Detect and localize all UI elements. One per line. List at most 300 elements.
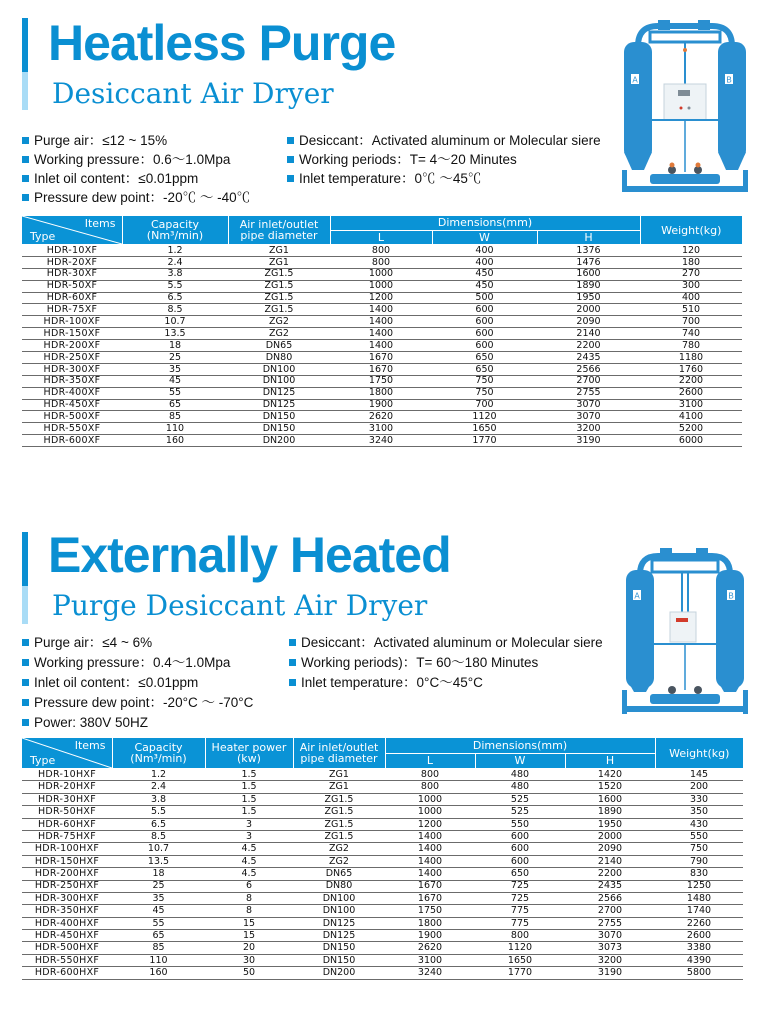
spec-item: Desiccant：Activated aluminum or Molecular siere (289, 636, 603, 650)
table-row (22, 292, 742, 304)
value-cell: 85 (122, 411, 228, 423)
table-row (22, 363, 742, 375)
value-cell: 2200 (640, 375, 742, 387)
value-cell: 1200 (385, 818, 475, 830)
header-capacity: Capacity (Nm³/min) (112, 738, 205, 769)
externally-heated-dryer-product-image (620, 540, 750, 720)
value-cell: 800 (330, 256, 432, 268)
table-row (22, 280, 742, 292)
value-cell: 1476 (537, 256, 640, 268)
value-cell: 180 (640, 256, 742, 268)
value-cell: 1000 (330, 280, 432, 292)
value-cell: 1600 (565, 793, 655, 805)
value-cell: 1750 (330, 375, 432, 387)
value-cell: 1520 (565, 781, 655, 793)
table-row (22, 387, 742, 399)
header-dimensions: Dimensions(mm) (385, 738, 655, 753)
bullet-square-icon (22, 719, 29, 726)
value-cell: 1250 (655, 880, 743, 892)
value-cell: 1400 (330, 340, 432, 352)
value-cell: 4.5 (205, 868, 293, 880)
model-cell: HDR-550XF (22, 423, 122, 435)
value-cell: 450 (432, 280, 537, 292)
model-cell: HDR-250HXF (22, 880, 112, 892)
value-cell: 750 (655, 843, 743, 855)
value-cell: 600 (475, 843, 565, 855)
value-cell: 480 (475, 781, 565, 793)
bullet-square-icon (287, 175, 294, 182)
value-cell: 3100 (330, 423, 432, 435)
value-cell: 1400 (330, 316, 432, 328)
spec-item: Working periods)：T= 60～180 Minutes (289, 656, 538, 670)
value-cell: DN150 (293, 954, 385, 966)
value-cell: DN80 (228, 352, 330, 364)
value-cell: 2600 (640, 387, 742, 399)
value-cell: 6000 (640, 435, 742, 447)
value-cell: DN80 (293, 880, 385, 892)
header-items: Items (74, 739, 106, 752)
value-cell: 1000 (385, 793, 475, 805)
value-cell: 750 (432, 387, 537, 399)
spec-item: Purge air：≤12 ~ 15% (22, 134, 167, 148)
table-row (22, 855, 743, 867)
value-cell: 725 (475, 892, 565, 904)
value-cell: 1.5 (205, 781, 293, 793)
header-pipe-diameter: Air inlet/outlet pipe diameter (293, 738, 385, 769)
value-cell: ZG1.5 (228, 292, 330, 304)
value-cell: 775 (475, 905, 565, 917)
table-row (22, 328, 742, 340)
value-cell: ZG1 (293, 769, 385, 781)
value-cell: 1650 (432, 423, 537, 435)
value-cell: DN150 (293, 942, 385, 954)
value-cell: 10.7 (122, 316, 228, 328)
value-cell: 2.4 (112, 781, 205, 793)
header-dimensions: Dimensions(mm) (330, 216, 640, 230)
header-dim-l: L (385, 753, 475, 768)
bullet-square-icon (22, 156, 29, 163)
value-cell: 525 (475, 806, 565, 818)
value-cell: 400 (432, 256, 537, 268)
value-cell: 600 (432, 328, 537, 340)
spec-item: Working periods：T= 4～20 Minutes (287, 153, 517, 167)
table-row (22, 781, 743, 793)
value-cell: 3070 (537, 399, 640, 411)
svg-text:B: B (728, 591, 734, 601)
spec-item: Working pressure：0.6～1.0Mpa (22, 153, 230, 167)
table-row (22, 245, 742, 257)
model-cell: HDR-30HXF (22, 793, 112, 805)
value-cell: 550 (655, 830, 743, 842)
value-cell: 3070 (537, 411, 640, 423)
value-cell: 4.5 (205, 855, 293, 867)
value-cell: 1400 (385, 843, 475, 855)
table-row (22, 818, 743, 830)
value-cell: 600 (432, 316, 537, 328)
value-cell: DN100 (293, 905, 385, 917)
value-cell: 1950 (537, 292, 640, 304)
value-cell: ZG2 (228, 328, 330, 340)
value-cell: 1770 (432, 435, 537, 447)
value-cell: 1600 (537, 268, 640, 280)
value-cell: ZG1.5 (293, 830, 385, 842)
value-cell: 13.5 (112, 855, 205, 867)
value-cell: 160 (112, 967, 205, 979)
value-cell: 25 (112, 880, 205, 892)
value-cell: 1800 (330, 387, 432, 399)
table-row (22, 868, 743, 880)
value-cell: 3 (205, 830, 293, 842)
model-cell: HDR-20HXF (22, 781, 112, 793)
header-dim-l: L (330, 230, 432, 244)
value-cell: 6.5 (122, 292, 228, 304)
value-cell: 2755 (537, 387, 640, 399)
value-cell: 1.2 (112, 769, 205, 781)
model-cell: HDR-100XF (22, 316, 122, 328)
value-cell: 55 (122, 387, 228, 399)
model-cell: HDR-600XF (22, 435, 122, 447)
value-cell: 18 (122, 340, 228, 352)
value-cell: 3100 (385, 954, 475, 966)
bullet-square-icon (22, 679, 29, 686)
bullet-square-icon (287, 137, 294, 144)
value-cell: 400 (640, 292, 742, 304)
value-cell: 5.5 (112, 806, 205, 818)
value-cell: 1.5 (205, 806, 293, 818)
value-cell: 2140 (537, 328, 640, 340)
value-cell: 65 (122, 399, 228, 411)
table-row (22, 399, 742, 411)
value-cell: 1200 (330, 292, 432, 304)
table-row (22, 967, 743, 979)
value-cell: 1400 (385, 868, 475, 880)
value-cell: 830 (655, 868, 743, 880)
svg-text:B: B (726, 75, 732, 85)
heatless-dryer-product-image (620, 12, 750, 202)
value-cell: 2600 (655, 930, 743, 942)
value-cell: DN200 (228, 435, 330, 447)
value-cell: 600 (432, 304, 537, 316)
header-type: Type (30, 754, 56, 767)
value-cell: 8.5 (112, 830, 205, 842)
header-dim-w: W (475, 753, 565, 768)
model-cell: HDR-60HXF (22, 818, 112, 830)
value-cell: 3 (205, 818, 293, 830)
value-cell: 2435 (537, 352, 640, 364)
value-cell: ZG1 (293, 781, 385, 793)
bullet-square-icon (289, 639, 296, 646)
value-cell: 1400 (330, 328, 432, 340)
value-cell: 525 (475, 793, 565, 805)
value-cell: 600 (432, 340, 537, 352)
value-cell: 110 (112, 954, 205, 966)
value-cell: 1900 (385, 930, 475, 942)
value-cell: DN125 (228, 399, 330, 411)
model-cell: HDR-350XF (22, 375, 122, 387)
model-cell: HDR-250XF (22, 352, 122, 364)
model-cell: HDR-100HXF (22, 843, 112, 855)
value-cell: 1800 (385, 917, 475, 929)
value-cell: 3.8 (122, 268, 228, 280)
value-cell: 3240 (330, 435, 432, 447)
section-subtitle: Desiccant Air Dryer (52, 77, 334, 110)
value-cell: 800 (475, 930, 565, 942)
value-cell: 1400 (385, 855, 475, 867)
title-accent-bar (22, 532, 28, 586)
value-cell: 2090 (537, 316, 640, 328)
value-cell: 800 (385, 781, 475, 793)
value-cell: 1400 (385, 830, 475, 842)
bullet-square-icon (287, 156, 294, 163)
value-cell: 725 (475, 880, 565, 892)
model-cell: HDR-50XF (22, 280, 122, 292)
subtitle-accent-bar (22, 586, 28, 624)
header-dim-h: H (565, 753, 655, 768)
table-row (22, 316, 742, 328)
value-cell: 700 (640, 316, 742, 328)
bullet-square-icon (22, 194, 29, 201)
model-cell: HDR-10XF (22, 245, 122, 257)
svg-text:A: A (632, 75, 638, 85)
value-cell: DN65 (228, 340, 330, 352)
model-cell: HDR-200HXF (22, 868, 112, 880)
section-title: Externally Heated (48, 527, 451, 583)
value-cell: DN125 (293, 917, 385, 929)
value-cell: 1120 (432, 411, 537, 423)
value-cell: DN65 (293, 868, 385, 880)
value-cell: 2620 (330, 411, 432, 423)
value-cell: 8 (205, 905, 293, 917)
table-row (22, 340, 742, 352)
value-cell: 50 (205, 967, 293, 979)
value-cell: ZG2 (293, 843, 385, 855)
header-type: Type (30, 230, 56, 243)
table-row (22, 905, 743, 917)
header-weight: Weight(kg) (655, 738, 743, 769)
value-cell: ZG1.5 (228, 280, 330, 292)
value-cell: 1670 (385, 892, 475, 904)
value-cell: 65 (112, 930, 205, 942)
value-cell: 45 (112, 905, 205, 917)
model-cell: HDR-75XF (22, 304, 122, 316)
subtitle-accent-bar (22, 72, 28, 110)
table-row (22, 930, 743, 942)
value-cell: 480 (475, 769, 565, 781)
value-cell: 120 (640, 245, 742, 257)
value-cell: 18 (112, 868, 205, 880)
value-cell: 1890 (537, 280, 640, 292)
value-cell: 35 (122, 363, 228, 375)
value-cell: 35 (112, 892, 205, 904)
value-cell: 650 (475, 868, 565, 880)
value-cell: 3073 (565, 942, 655, 954)
value-cell: 330 (655, 793, 743, 805)
value-cell: 10.7 (112, 843, 205, 855)
bullet-square-icon (22, 639, 29, 646)
value-cell: 1650 (475, 954, 565, 966)
value-cell: ZG2 (293, 855, 385, 867)
model-cell: HDR-60XF (22, 292, 122, 304)
value-cell: 25 (122, 352, 228, 364)
value-cell: 1.5 (205, 769, 293, 781)
value-cell: 2260 (655, 917, 743, 929)
value-cell: 2200 (537, 340, 640, 352)
value-cell: 1670 (330, 352, 432, 364)
value-cell: 3190 (565, 967, 655, 979)
value-cell: 2755 (565, 917, 655, 929)
value-cell: 8 (205, 892, 293, 904)
spec-item: Power: 380V 50HZ (22, 716, 148, 730)
table-row (22, 942, 743, 954)
spec-item: Desiccant：Activated aluminum or Molecular siere (287, 134, 601, 148)
bullet-square-icon (22, 137, 29, 144)
model-cell: HDR-150XF (22, 328, 122, 340)
value-cell: 5.5 (122, 280, 228, 292)
value-cell: 2000 (565, 830, 655, 842)
value-cell: 1670 (330, 363, 432, 375)
value-cell: 400 (432, 245, 537, 257)
model-cell: HDR-400XF (22, 387, 122, 399)
value-cell: 750 (432, 375, 537, 387)
value-cell: 1000 (330, 268, 432, 280)
model-cell: HDR-500XF (22, 411, 122, 423)
value-cell: 145 (655, 769, 743, 781)
header-dim-h: H (537, 230, 640, 244)
value-cell: 55 (112, 917, 205, 929)
model-cell: HDR-550HXF (22, 954, 112, 966)
table-row (22, 375, 742, 387)
value-cell: 1760 (640, 363, 742, 375)
value-cell: 2566 (537, 363, 640, 375)
value-cell: 3100 (640, 399, 742, 411)
value-cell: DN125 (228, 387, 330, 399)
value-cell: 1.5 (205, 793, 293, 805)
value-cell: 2620 (385, 942, 475, 954)
value-cell: ZG1.5 (228, 268, 330, 280)
value-cell: 790 (655, 855, 743, 867)
value-cell: 1670 (385, 880, 475, 892)
header-dim-w: W (432, 230, 537, 244)
value-cell: 3.8 (112, 793, 205, 805)
header-capacity: Capacity (Nm³/min) (122, 216, 228, 245)
value-cell: 2000 (537, 304, 640, 316)
value-cell: 1740 (655, 905, 743, 917)
corner-header (22, 216, 122, 245)
value-cell: 1376 (537, 245, 640, 257)
value-cell: 600 (475, 830, 565, 842)
model-cell: HDR-300XF (22, 363, 122, 375)
model-cell: HDR-600HXF (22, 967, 112, 979)
value-cell: 6 (205, 880, 293, 892)
externally-heated-spec-table (22, 738, 743, 980)
value-cell: 1180 (640, 352, 742, 364)
value-cell: 3200 (565, 954, 655, 966)
value-cell: 30 (205, 954, 293, 966)
value-cell: 450 (432, 268, 537, 280)
value-cell: ZG1 (228, 256, 330, 268)
value-cell: 550 (475, 818, 565, 830)
value-cell: 1000 (385, 806, 475, 818)
value-cell: ZG2 (228, 316, 330, 328)
title-accent-bar (22, 18, 28, 72)
value-cell: 350 (655, 806, 743, 818)
value-cell: 510 (640, 304, 742, 316)
value-cell: DN125 (293, 930, 385, 942)
value-cell: 200 (655, 781, 743, 793)
header-weight: Weight(kg) (640, 216, 742, 245)
value-cell: 5800 (655, 967, 743, 979)
value-cell: 300 (640, 280, 742, 292)
value-cell: ZG1.5 (228, 304, 330, 316)
table-row (22, 769, 743, 781)
value-cell: 2566 (565, 892, 655, 904)
value-cell: ZG1.5 (293, 793, 385, 805)
spec-item: Working pressure：0.4～1.0Mpa (22, 656, 230, 670)
table-row (22, 880, 743, 892)
value-cell: ZG1.5 (293, 818, 385, 830)
header-items: Items (84, 217, 116, 230)
value-cell: ZG1 (228, 245, 330, 257)
svg-text:A: A (634, 591, 640, 601)
table-row (22, 892, 743, 904)
value-cell: 1750 (385, 905, 475, 917)
section-title: Heatless Purge (48, 15, 396, 71)
table-row (22, 806, 743, 818)
value-cell: 740 (640, 328, 742, 340)
value-cell: 3380 (655, 942, 743, 954)
value-cell: 650 (432, 363, 537, 375)
value-cell: 650 (432, 352, 537, 364)
header-heater-power: Heater power (kw) (205, 738, 293, 769)
model-cell: HDR-10HXF (22, 769, 112, 781)
spec-item: Purge air：≤4 ~ 6% (22, 636, 152, 650)
value-cell: 15 (205, 917, 293, 929)
value-cell: 110 (122, 423, 228, 435)
value-cell: 3070 (565, 930, 655, 942)
table-row (22, 256, 742, 268)
value-cell: 500 (432, 292, 537, 304)
model-cell: HDR-200XF (22, 340, 122, 352)
spec-item: Inlet temperature：0℃ ～45℃ (287, 172, 481, 186)
heatless-spec-table (22, 216, 742, 447)
value-cell: 1120 (475, 942, 565, 954)
model-cell: HDR-300HXF (22, 892, 112, 904)
spec-item: Inlet temperature：0°C～45°C (289, 676, 483, 690)
table-row (22, 268, 742, 280)
value-cell: 2090 (565, 843, 655, 855)
model-cell: HDR-500HXF (22, 942, 112, 954)
value-cell: 45 (122, 375, 228, 387)
table-row (22, 411, 742, 423)
model-cell: HDR-450XF (22, 399, 122, 411)
value-cell: 160 (122, 435, 228, 447)
value-cell: 4.5 (205, 843, 293, 855)
value-cell: 270 (640, 268, 742, 280)
table-row (22, 843, 743, 855)
value-cell: DN150 (228, 423, 330, 435)
value-cell: DN100 (228, 363, 330, 375)
bullet-square-icon (22, 659, 29, 666)
bullet-square-icon (22, 699, 29, 706)
section-subtitle: Purge Desiccant Air Dryer (52, 589, 428, 622)
table-row (22, 830, 743, 842)
value-cell: 1420 (565, 769, 655, 781)
value-cell: 3200 (537, 423, 640, 435)
table-row (22, 917, 743, 929)
value-cell: 2700 (537, 375, 640, 387)
table-row (22, 954, 743, 966)
model-cell: HDR-350HXF (22, 905, 112, 917)
